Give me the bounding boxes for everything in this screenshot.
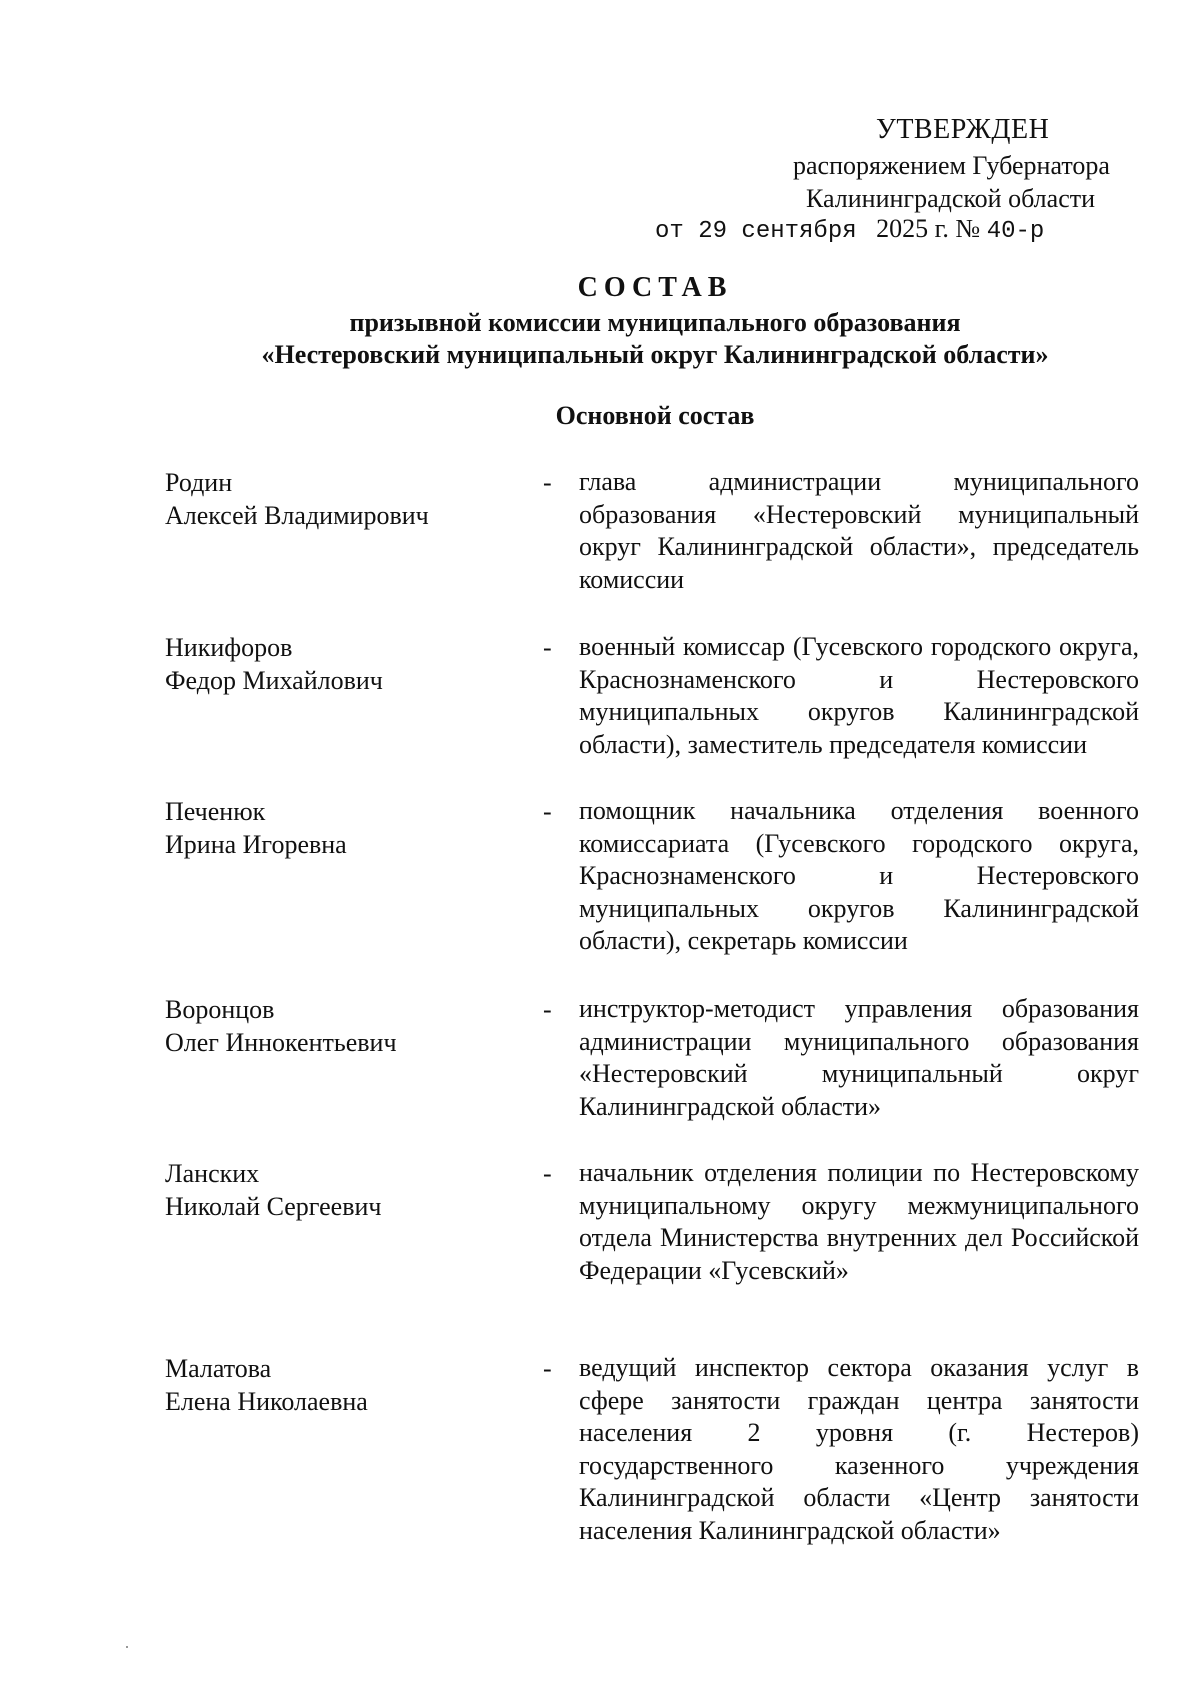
member-surname: Воронцов — [165, 995, 275, 1024]
member-name — [165, 466, 505, 532]
member-surname: Ланских — [165, 1159, 260, 1188]
member-given-names: Алексей Владимирович — [165, 501, 429, 530]
member-name — [165, 795, 505, 861]
member-surname: Малатова — [165, 1354, 272, 1383]
approval-year: 2025 г. № — [876, 214, 981, 243]
member-dash: - — [543, 1354, 552, 1383]
member-given-names: Федор Михайлович — [165, 666, 383, 695]
member-given-names: Олег Иннокентьевич — [165, 1028, 397, 1057]
document-subtitle-line1: призывной комиссии муниципального образования — [349, 308, 961, 337]
member-dash: - — [543, 797, 552, 826]
member-given-names: Ирина Игоревна — [165, 830, 347, 859]
member-role: начальник отделения полиции по Нестеровскому муниципальному округу межмуниципального отдела Министерства внутренних дел Российской Федерации «Гусевский» — [579, 1158, 1139, 1285]
member-surname: Никифоров — [165, 633, 293, 662]
approval-authority: распоряжением Губернатора — [793, 151, 1110, 180]
member-surname: Печенюк — [165, 797, 266, 826]
section-heading: Основной состав — [555, 401, 755, 430]
member-name — [165, 1352, 505, 1418]
approval-number: 40-р — [986, 218, 1045, 245]
document-subtitle-line2: «Нестеровский муниципальный округ Калининградской области» — [261, 340, 1049, 369]
member-role: помощник начальника отделения военного комиссариата (Гусевского городского округа, Краснознаменского и Нестеровского муниципальных округов Калининградской области), секретарь комиссии — [579, 796, 1139, 955]
member-given-names: Елена Николаевна — [165, 1387, 368, 1416]
document-title: СОСТАВ — [577, 272, 733, 303]
scan-speck — [126, 1646, 128, 1648]
member-role: ведущий инспектор сектора оказания услуг в сфере занятости граждан центра занятости населения 2 уровня (г. Нестеров) государственного казенного учреждения Калининградской области «Центр занятости населения Калининградской области» — [579, 1353, 1139, 1545]
member-given-names: Николай Сергеевич — [165, 1192, 382, 1221]
member-role: глава администрации муниципального образования «Нестеровский муниципальный округ Калининградской области», председатель комиссии — [579, 467, 1139, 594]
approval-title: УТВЕРЖДЕН — [876, 114, 1050, 145]
member-dash: - — [543, 995, 552, 1024]
member-role: инструктор-методист управления образования администрации муниципального образования «Нестеровский муниципальный округ Калининградской области» — [579, 994, 1139, 1121]
member-dash: - — [543, 468, 552, 497]
member-role: военный комиссар (Гусевского городского округа, Краснознаменского и Нестеровского муниципальных округов Калининградской области), заместитель председателя комиссии — [579, 632, 1139, 759]
member-dash: - — [543, 633, 552, 662]
member-name — [165, 631, 505, 697]
member-name — [165, 1157, 505, 1223]
approval-date: от 29 сентября — [655, 218, 857, 245]
member-name — [165, 993, 505, 1059]
member-surname: Родин — [165, 468, 233, 497]
member-dash: - — [543, 1159, 552, 1188]
approval-region: Калининградской области — [806, 184, 1096, 213]
approval-date-line — [655, 213, 1044, 248]
